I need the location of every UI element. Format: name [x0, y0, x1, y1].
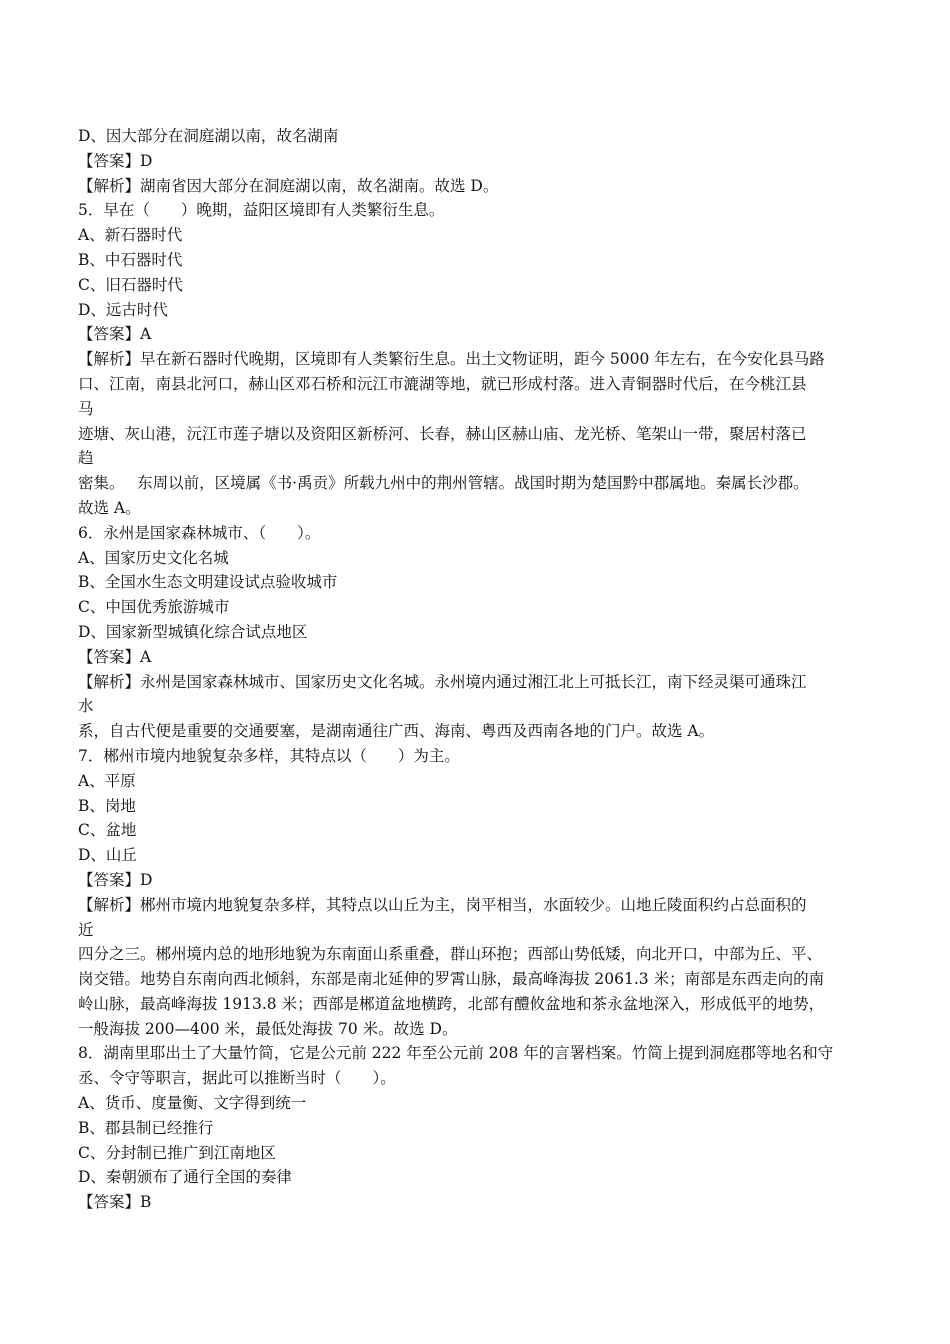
text-line: 口、江南，南县北河口，赫山区邓石桥和沅江市漉湖等地，就已形成村落。进入青铜器时代后，在今桃江县	[78, 374, 807, 393]
text-line: B、郡县制已经推行	[78, 1118, 214, 1137]
text-line: 【答案】D	[78, 151, 153, 170]
text-line: 8．湖南里耶出土了大量竹简，它是公元前 222 年至公元前 208 年的言署档案。竹简上提到洞庭郡等地名和守	[78, 1044, 834, 1063]
text-line: 【解析】早在新石器时代晚期，区境即有人类繁衍生息。出土文物证明，距今 5000 年左右，在今安化县马路	[78, 350, 825, 369]
text-line: 【答案】B	[78, 1193, 152, 1212]
text-line: 【答案】D	[78, 870, 153, 889]
text-line: 7．郴州市境内地貌复杂多样，其特点以（ ）为主。	[78, 746, 460, 765]
text-line: 【答案】A	[78, 325, 152, 344]
text-line: 岭山脉，最高峰海拔 1913.8 米；西部是郴道盆地横跨，北部有醴攸盆地和茶永盆地深入，形成低平的地势，	[78, 994, 825, 1013]
text-line: D、山丘	[78, 846, 137, 865]
text-line: B、中石器时代	[78, 250, 183, 269]
text-line: 【解析】郴州市境内地貌复杂多样，其特点以山丘为主，岗平相当，水面较少。山地丘陵面积约占总面积的	[78, 895, 807, 914]
text-line: B、全国水生态文明建设试点验收城市	[78, 573, 338, 592]
text-line: 水	[78, 697, 94, 716]
text-line: C、盆地	[78, 821, 137, 840]
text-line: A、平原	[78, 771, 136, 790]
text-line: 6．永州是国家森林城市、（ ）。	[78, 523, 321, 542]
text-line: B、岗地	[78, 796, 136, 815]
text-line: 密集。 东周以前，区境属《书·禹贡》所载九州中的荆州管辖。战国时期为楚国黔中郡属地。秦属长沙郡。	[78, 474, 809, 493]
text-line: D、远古时代	[78, 300, 168, 319]
text-line: 【解析】永州是国家森林城市、国家历史文化名城。永州境内通过湘江北上可抵长江，南下经灵渠可通珠江	[78, 672, 807, 691]
text-line: D、因大部分在洞庭湖以南，故名湖南	[78, 127, 339, 145]
text-line: 四分之三。郴州境内总的地形地貌为东南面山系重叠，群山环抱；西部山势低矮，向北开口，中部为丘、平、	[78, 945, 823, 964]
text-line: A、新石器时代	[78, 226, 183, 245]
text-line: C、分封制已推广到江南地区	[78, 1143, 276, 1162]
text-line: 【解析】湖南省因大部分在洞庭湖以南，故名湖南。故选 D。	[78, 176, 499, 195]
text-line: 故选 A。	[78, 498, 141, 517]
text-line: 趋	[78, 449, 94, 468]
text-line: 马	[78, 399, 94, 418]
text-line: 系，自古代便是重要的交通要塞，是湖南通往广西、海南、粤西及西南各地的门户。故选 A。	[78, 722, 715, 741]
document-page	[78, 124, 878, 1215]
text-line: 岗交错。地势自东南向西北倾斜，东部是南北延伸的罗霄山脉，最高峰海拔 2061.3 米；南部是东西走向的南	[78, 970, 825, 989]
text-line: D、秦朝颁布了通行全国的奏律	[78, 1168, 292, 1187]
text-line: 迹塘、灰山港，沅江市莲子塘以及资阳区新桥河、长春，赫山区赫山庙、龙光桥、笔架山一带，聚居村落已	[78, 424, 807, 443]
text-line: A、国家历史文化名城	[78, 548, 229, 567]
text-line: 近	[78, 920, 94, 939]
text-line: 5．早在（ ）晚期，益阳区境即有人类繁衍生息。	[78, 201, 445, 220]
text-line: 一般海拔 200—400 米，最低处海拔 70 米。故选 D。	[78, 1019, 458, 1038]
text-line: C、中国优秀旅游城市	[78, 598, 230, 617]
text-line: 丞、令守等职言，据此可以推断当时（ ）。	[78, 1069, 396, 1088]
text-line: 【答案】A	[78, 647, 152, 666]
text-line: C、旧石器时代	[78, 275, 183, 294]
text-line: A、货币、度量衡、文字得到统一	[78, 1094, 307, 1113]
text-line: D、国家新型城镇化综合试点地区	[78, 622, 308, 641]
